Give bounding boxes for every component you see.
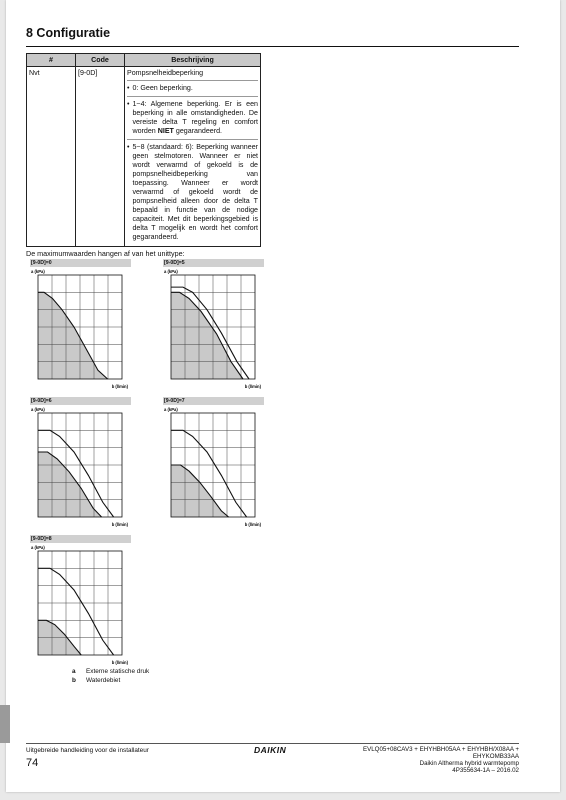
bullet-item xyxy=(127,96,258,136)
cell-num: Nvt xyxy=(27,67,76,247)
parameter-table xyxy=(26,53,261,247)
y-axis-label: a (kPa) xyxy=(164,407,178,412)
title-rule xyxy=(26,46,519,47)
chart-svg xyxy=(163,397,263,532)
section-title: 8 Configuratie xyxy=(26,26,111,40)
pump-curve-chart xyxy=(30,535,130,670)
chart-svg xyxy=(163,259,263,394)
pump-curve-chart xyxy=(163,259,263,394)
chart-label: [9-0D]=6 xyxy=(30,397,131,405)
bullet-dot: • xyxy=(127,99,130,108)
x-axis-label: b (l/min) xyxy=(111,522,128,527)
footer-manual-title: Uitgebreide handleiding voor de installateur xyxy=(26,747,149,754)
bullet-text-part: 1~4: Algemene beperking. Er is een beperking in alle omstandigheden. De vereiste delta T regeling en comfort worden xyxy=(132,99,258,135)
footer-rule xyxy=(26,743,519,744)
x-axis-label: b (l/min) xyxy=(111,384,128,389)
legend-row xyxy=(72,676,149,685)
daikin-logo: DAIKIN xyxy=(254,745,287,755)
table-header-description: Beschrijving xyxy=(125,54,261,67)
operating-area-fill xyxy=(38,292,108,379)
bullet-text-part: 0: Geen beperking. xyxy=(132,83,193,92)
chapter-side-tab xyxy=(0,705,10,743)
table-header-row xyxy=(27,54,261,67)
chart-label: [9-0D]=8 xyxy=(30,535,131,543)
lead-text: De maximumwaarden hangen af van het unittype: xyxy=(26,249,185,258)
y-axis-label: a (kPa) xyxy=(31,269,45,274)
description-title: Pompsnelheidbeperking xyxy=(127,68,204,77)
legend-row xyxy=(72,667,149,676)
x-axis-label: b (l/min) xyxy=(111,660,128,665)
y-axis-label: a (kPa) xyxy=(164,269,178,274)
pump-curve-chart xyxy=(30,397,130,532)
page-number: 74 xyxy=(26,757,39,769)
chart-label: [9-0D]=5 xyxy=(163,259,264,267)
pump-curve-chart xyxy=(163,397,263,532)
bullet-item xyxy=(127,139,258,242)
chart-svg xyxy=(30,259,130,394)
table-row xyxy=(27,67,261,247)
footer-line: 4P355634-1A – 2016.02 xyxy=(452,767,519,775)
table-header-num: # xyxy=(27,54,76,67)
cell-description xyxy=(125,67,261,247)
legend-text: Waterdebiet xyxy=(86,677,121,684)
footer-line: EVLQ05+08CAV3 + EHYHBH05AA + EHYHBH/X08AA + xyxy=(362,746,519,753)
chart-label: [9-0D]=7 xyxy=(163,397,264,405)
footer-line: EHYKOMB33AA xyxy=(472,753,519,761)
chart-label: [9-0D]=0 xyxy=(30,259,131,267)
footer-line: Daikin Altherma hybrid warmtepomp xyxy=(419,760,519,768)
bullet-item xyxy=(127,80,258,93)
legend-key: a xyxy=(72,668,76,675)
x-axis-label: b (l/min) xyxy=(244,384,261,389)
operating-area-fill xyxy=(171,292,243,379)
chart-legend xyxy=(72,667,149,685)
bullet-dot: • xyxy=(127,142,130,151)
footer-model-info xyxy=(363,746,519,774)
y-axis-label: a (kPa) xyxy=(31,407,45,412)
legend-text: Externe statische druk xyxy=(86,668,150,675)
bullet-text xyxy=(132,100,258,136)
bullet-text xyxy=(132,143,258,242)
legend-key: b xyxy=(72,677,76,684)
bullet-text-part: 5~8 (standaard: 6): Beperking wanneer geen stelmotoren. Wanneer er niet wordt verwarmd of gekoeld is de pompsnelheidbeperking van toepassing. Wanneer er wordt verwarmd of gekoeld wordt de pompsnelheid alleen door de delta T bepaald in functie van de nodige capaciteit. Met dit beperkingsgebied is delta T mogelijk en wordt het comfort gegarandeerd. xyxy=(132,142,258,241)
bullet-text xyxy=(132,84,258,93)
table-header-code: Code xyxy=(76,54,125,67)
cell-code: [9-0D] xyxy=(76,67,125,247)
bullet-dot: • xyxy=(127,83,130,92)
x-axis-label: b (l/min) xyxy=(244,522,261,527)
chart-svg xyxy=(30,535,130,670)
pump-curve-chart xyxy=(30,259,130,394)
chart-svg xyxy=(30,397,130,532)
bullet-text-part: gegarandeerd. xyxy=(173,126,223,135)
bullet-text-bold: NIET xyxy=(157,126,174,135)
y-axis-label: a (kPa) xyxy=(31,545,45,550)
